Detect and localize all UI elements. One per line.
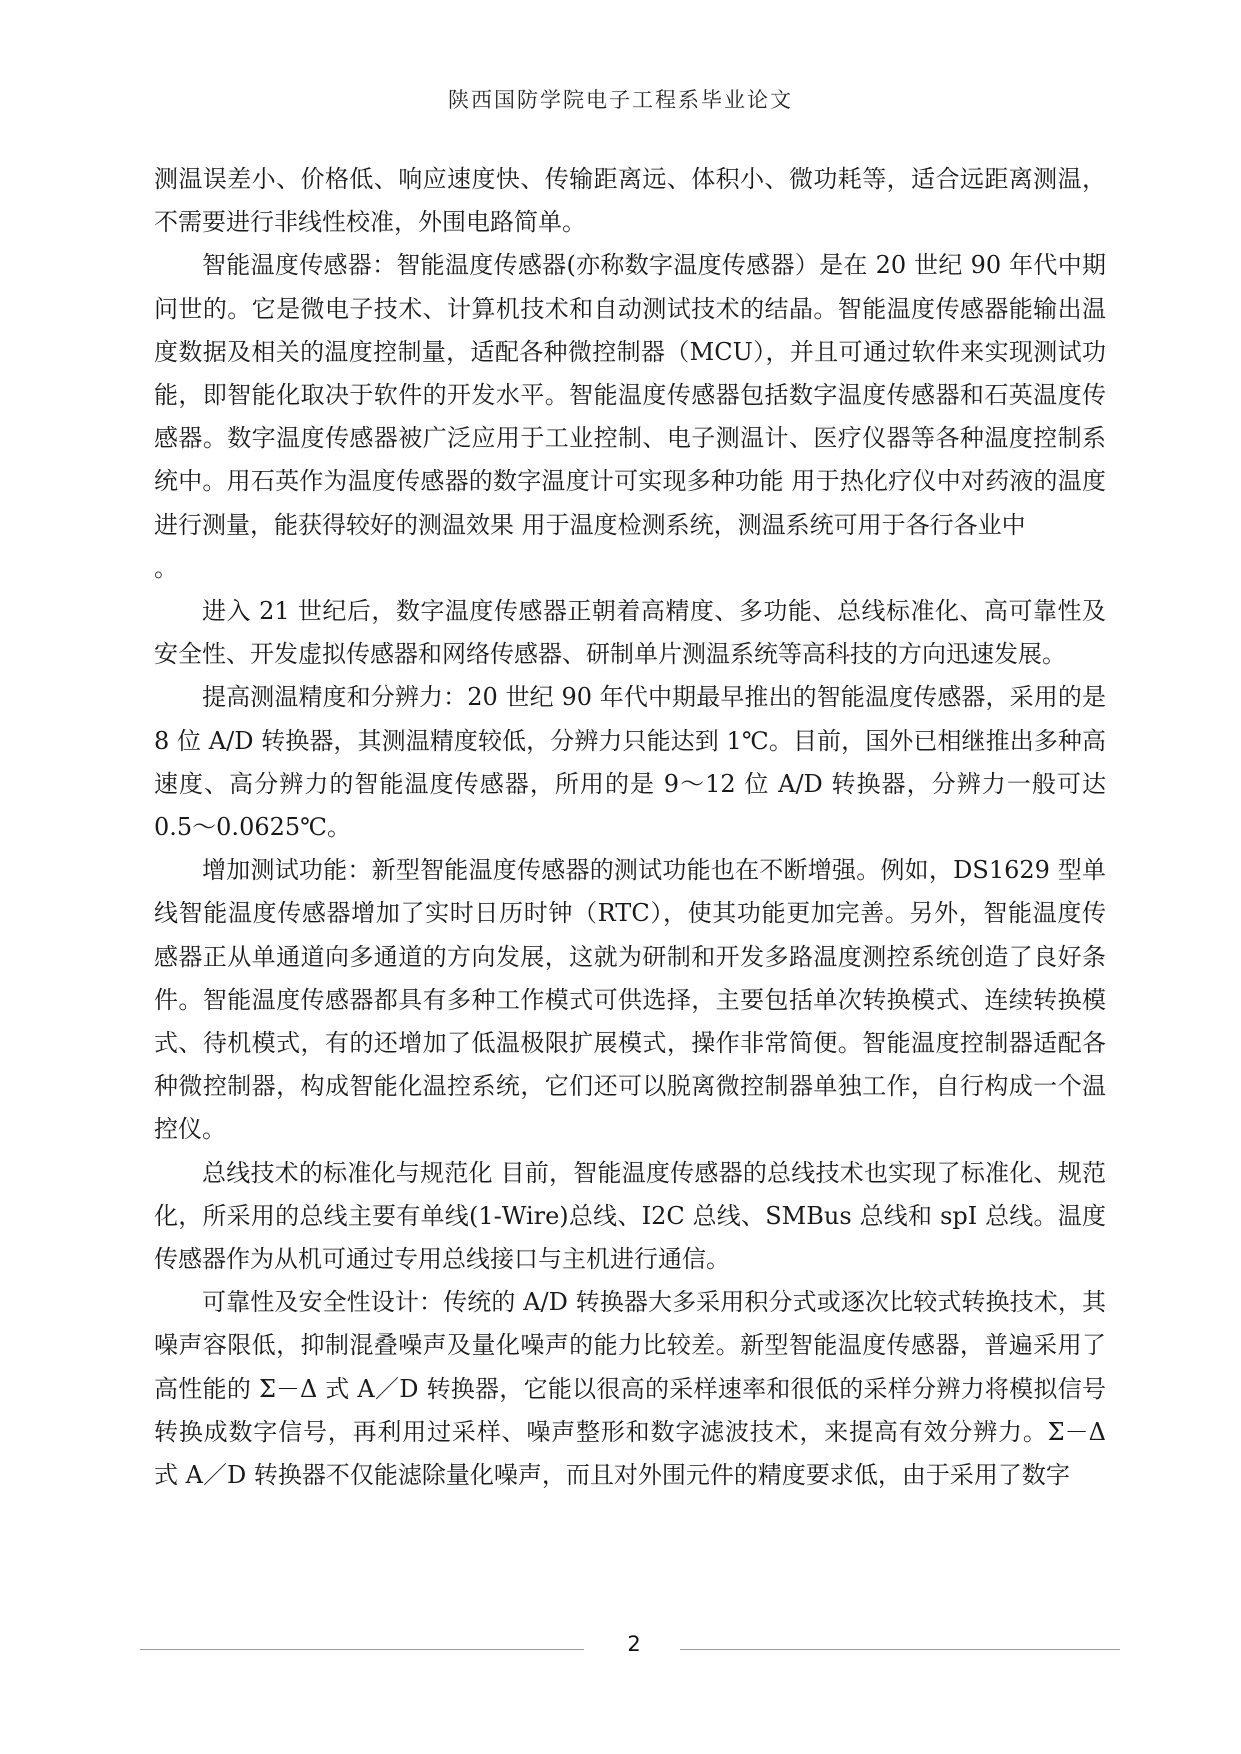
page-header: 陕西国防学院电子工程系毕业论文 bbox=[448, 88, 793, 112]
page-footer bbox=[0, 1632, 1241, 1662]
paragraph-precision: 提高测温精度和分辨力：20 世纪 90 年代中期最早推出的智能温度传感器，采用的是 8 位 A/D 转换器，其测温精度较低，分辨力只能达到 1℃。目前，国外已相继推出多种高速度、高分辨力的智能温度传感器，所用的是 9～12 位 A/D 转换器，分辨力一般可达 0.5～0.0625℃。 bbox=[154, 683, 1106, 842]
page-number: 2 bbox=[627, 1632, 641, 1656]
paragraph-21st-century: 进入 21 世纪后，数字温度传感器正朝着高精度、多功能、总线标准化、高可靠性及安全性、开发虚拟传感器和网络传感器、研制单片测温系统等高科技的方向迅速发展。 bbox=[154, 597, 1106, 669]
document-body bbox=[154, 158, 1106, 1497]
paragraph-stray-period: 。 bbox=[154, 553, 178, 582]
footer-rule-left bbox=[140, 1649, 584, 1650]
paragraph-bus-standard: 总线技术的标准化与规范化 目前，智能温度传感器的总线技术也实现了标准化、规范化，所采用的总线主要有单线(1-Wire)总线、I2C 总线、SMBus 总线和 spI 总线。温度传感器作为从机可通过专用总线接口与主机进行通信。 bbox=[154, 1158, 1106, 1274]
paragraph-reliability: 可靠性及安全性设计：传统的 A/D 转换器大多采用积分式或逐次比较式转换技术，其噪声容限低，抑制混叠噪声及量化噪声的能力比较差。新型智能温度传感器，普遍采用了高性能的 Σ－Δ 式 A／D 转换器，它能以很高的采样速率和很低的采样分辨力将模拟信号转换成数字信号，再利用过采样、噪声整形和数字滤波技术，来提高有效分辨力。Σ－Δ 式 A／D 转换器不仅能滤除量化噪声，而且对外围元件的精度要求低，由于采用了数字 bbox=[154, 1288, 1106, 1490]
paragraph-continued: 测温误差小、价格低、响应速度快、传输距离远、体积小、微功耗等，适合远距离测温，不需要进行非线性校准，外围电路简单。 bbox=[154, 165, 1106, 237]
paragraph-test-functions: 增加测试功能：新型智能温度传感器的测试功能也在不断增强。例如，DS1629 型单线智能温度传感器增加了实时日历时钟（RTC），使其功能更加完善。另外，智能温度传感器正从单通道向多通道的方向发展，这就为研制和开发多路温度测控系统创造了良好条件。智能温度传感器都具有多种工作模式可供选择，主要包括单次转换模式、连续转换模式、待机模式，有的还增加了低温极限扩展模式，操作非常简便。智能温度控制器适配各种微控制器，构成智能化温控系统，它们还可以脱离微控制器单独工作，自行构成一个温控仪。 bbox=[154, 856, 1106, 1144]
paragraph-smart-sensor: 智能温度传感器：智能温度传感器(亦称数字温度传感器）是在 20 世纪 90 年代中期问世的。它是微电子技术、计算机技术和自动测试技术的结晶。智能温度传感器能输出温度数据及相关的温度控制量，适配各种微控制器（MCU），并且可通过软件来实现测试功能，即智能化取决于软件的开发水平。智能温度传感器包括数字温度传感器和石英温度传感器。数字温度传感器被广泛应用于工业控制、电子测温计、医疗仪器等各种温度控制系统中。用石英作为温度传感器的数字温度计可实现多种功能 用于热化疗仪中对药液的温度进行测量，能获得较好的测温效果 用于温度检测系统，测温系统可用于各行各业中 bbox=[154, 251, 1106, 539]
footer-rule-right bbox=[680, 1649, 1120, 1650]
